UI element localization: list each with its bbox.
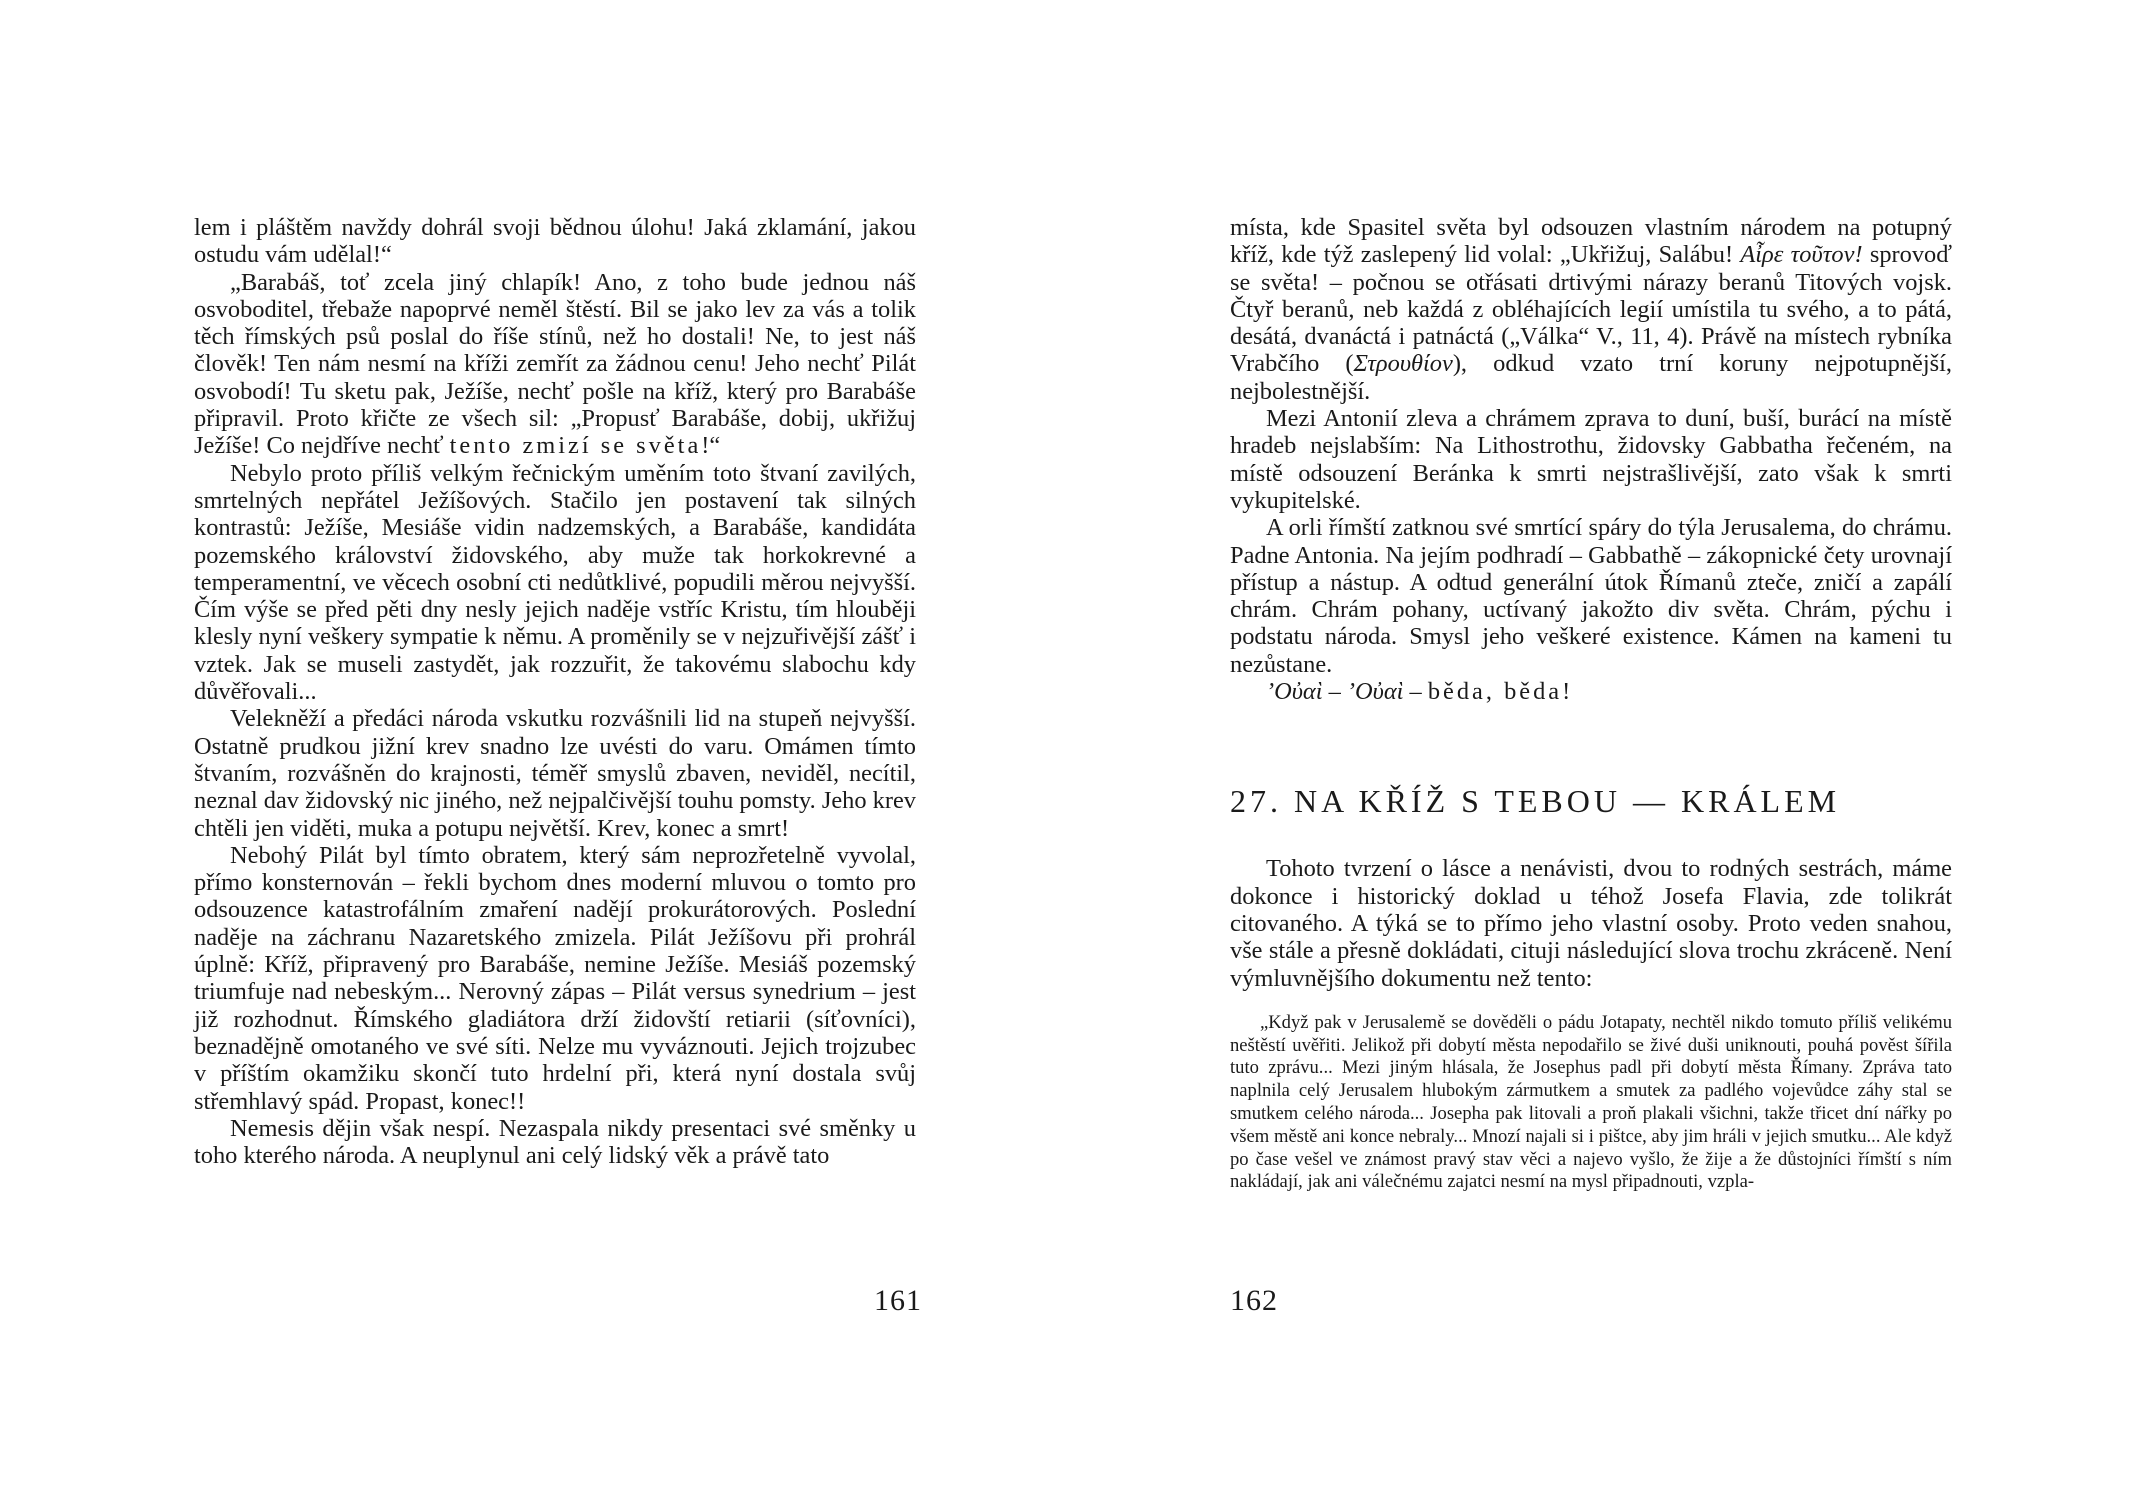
paragraph: Tohoto tvrzení o lásce a nenávisti, dvou to rodných sestrách, máme dokonce i historický doklad u téhož Josefa Flavia, zde tolikrát citovaného. A týká se to přímo jeho vlastní osoby. Proto veden snahou, vše stále a přesně dokládati, cituji následující slova trochu zkráceně. Není výmluvnějšího dokumentu než tento: bbox=[1230, 855, 1952, 992]
paragraph: Velekněží a předáci národa vskutku rozvášnili lid na stupeň nejvyšší. Ostatně prudkou jižní krev snadno lze uvésti do varu. Omámen tímto štvaním, rozvášněn do krajnosti, téměř smyslů zbaven, neviděl, necítil, neznal dav židovský nic jiného, než nejpalčivější touhu pomsty. Jeho krev chtěli jen viděti, muka a potupu největší. Krev, konec a smrt! bbox=[194, 705, 916, 842]
right-text-column bbox=[1230, 214, 1952, 1194]
paragraph: Nebylo proto příliš velkým řečnickým uměním toto štvaní zavilých, smrtelných nepřátel Ježíšových. Stačilo jen postavení tak silných kontrastů: Ježíše, Mesiáše vidin nadzemských, a Barabáše, kandidáta pozemského království židovského, aby muže tak horkokrevné a temperamentní, ve věcech osobní cti nedůtklivé, popudili měrou nejvyšší. Čím výše se před pěti dny nesly jejich naděje vstříc Kristu, tím hlouběji klesly nyní veškery sympatie k němu. A proměnily se v nejzuřivější zášť i vztek. Jak se museli zastydět, jak rozzuřit, že takovému slabochu kdy důvěřovali... bbox=[194, 459, 916, 706]
greek-phrase: ’Οὐαὶ – ’Οὐαὶ – bbox=[1266, 678, 1422, 706]
paragraph bbox=[1230, 678, 1952, 705]
page-number: 161 bbox=[874, 1284, 922, 1317]
spaced-tail: !“ bbox=[701, 432, 721, 460]
paragraph: Nemesis dějin však nespí. Nezaspala nikdy presentaci své směnky u toho kterého národa. A neuplynul ani celý lidský věk a právě tato bbox=[194, 1114, 916, 1170]
right-page bbox=[1065, 0, 2130, 1500]
greek-phrase: Αἶρε τοῦτον! bbox=[1740, 241, 1863, 269]
paragraph-text: ), odkud vzato trní koruny nejpotupnější, nejbolestnější. bbox=[1230, 350, 1952, 405]
paragraph: lem i pláštěm navždy dohrál svoji bědnou úlohu! Jaká zklamání, jakou ostudu vám udělal!“ bbox=[194, 214, 916, 269]
paragraph: Mezi Antonií zleva a chrámem zprava to duní, buší, burácí na místě hradeb nejslabším: Na Lithostrothu, židovsky Gabbatha řečeném, na místě odsouzení Beránka k smrti nejstrašlivější, zato však k smrti vykupitelské. bbox=[1230, 405, 1952, 514]
left-text-column bbox=[194, 214, 916, 1169]
paragraph bbox=[194, 269, 916, 460]
page-number: 162 bbox=[1230, 1284, 1278, 1317]
paragraph-text: „Barabáš, toť zcela jiný chlapík! Ano, z toho bude jednou náš osvoboditel, třebaže napoprvé neměl štěstí. Bil se jako lev za vás a tolik těch římských psů poslal do říše stínů, než ho dostali! Ne, to jest náš člověk! Ten nám nesmí na kříži zemřít za žádnou cenu! Jeho nechť Pilát osvobodí! Tu sketu pak, Ježíše, nechť pošle na kříž, který pro Barabáše připravil. Proto křičte ze všech sil: „Propusť Barabáše, dobij, ukřižuj Ježíše! Co nejdříve nechť bbox=[194, 268, 916, 460]
paragraph: Nebohý Pilát byl tímto obratem, který sám neprozřetelně vyvolal, přímo konsternován – řekli bychom dnes moderní mluvou o tomto pro odsouzence katastrofálním zmaření nadějí prokurátorových. Poslední naděje na záchranu Nazaretského zmizela. Pilát Ježíšovu při prohrál úplně: Kříž, připravený pro Barabáše, nemine Ježíše. Mesiáš pozemský triumfuje nad nebeským... Nerovný zápas – Pilát versus synedrium – jest již rozhodnut. Římského gladiátora drží židovští retiarii (síťovníci), beznadějně omotaného ve své síti. Nelze mu vyváznouti. Jejich trojzubec v příštím okamžiku skončí tuto hrdelní při, která nyní dostala svůj střemhlavý spád. Propast, konec!! bbox=[194, 841, 916, 1115]
spaced-phrase: tento zmizí se světa bbox=[449, 432, 702, 460]
paragraph-text: sprovoď se světa! – počnou se otřásati drtivými nárazy beranů Titových vojsk. Čtyř beranů, neb každá z obléhajících legií umístila tu svého, a to pátá, desátá, dvanáctá i patnáctá („Válka“ V., 11, 4). Právě na místech rybníka Vrabčího ( bbox=[1230, 241, 1952, 378]
paragraph: A orli římští zatknou své smrtící spáry do týla Jerusalema, do chrámu. Padne Antonia. Na jejím podhradí – Gabbathě – zákopnické čety urovnají přístup a nástup. A odtud generální útok Římanů zteče, zničí a zapálí chrám. Chrám pohany, uctívaný jakožto div světa. Chrám, pýchu i podstatu národa. Smysl jeho veškeré existence. Kámen na kameni tu nezůstane. bbox=[1230, 514, 1952, 678]
quote-text: „Když pak v Jerusalemě se dověděli o pádu Jotapaty, nechtěl nikdo tomuto příliš velikému neštěstí uvěřiti. Jelikož při dobytí města nepodařilo se živé duši uniknouti, pouhá pověst šířila tuto zprávu... Mezi jiným hlásala, že Josephus padl při dobytí města Římany. Zpráva tato naplnila celý Jerusalem hlubokým zármutkem a smutek za padlého vojevůdce záhy stal se smutkem celého národa... Josepha pak litovali a proň plakali všichni, takže třicet dní nářky po všem městě ani konce nebraly... Mnozí najali si i pištce, aby jim hráli v jejich smutku... Ale když po čase vešel ve známost pravý stav věci a najevo vyšlo, že žije a že důstojníci římští s ním nakládají, jak ani válečnému zajatci nesmí na mysl připadnouti, vzpla- bbox=[1230, 1011, 1952, 1193]
paragraph-text: místa, kde Spasitel světa byl odsouzen vlastním národem na potupný kříž, kde týž zaslepený lid volal: „Ukřižuj, Salábu! bbox=[1230, 214, 1952, 269]
greek-word: Στρουθίον bbox=[1353, 350, 1453, 378]
chapter-title: 27. NA KŘÍŽ S TEBOU — KRÁLEM bbox=[1230, 783, 1841, 820]
paragraph bbox=[1230, 214, 1952, 405]
block-quote bbox=[1230, 1012, 1952, 1194]
spaced-phrase: běda, běda! bbox=[1427, 678, 1574, 706]
